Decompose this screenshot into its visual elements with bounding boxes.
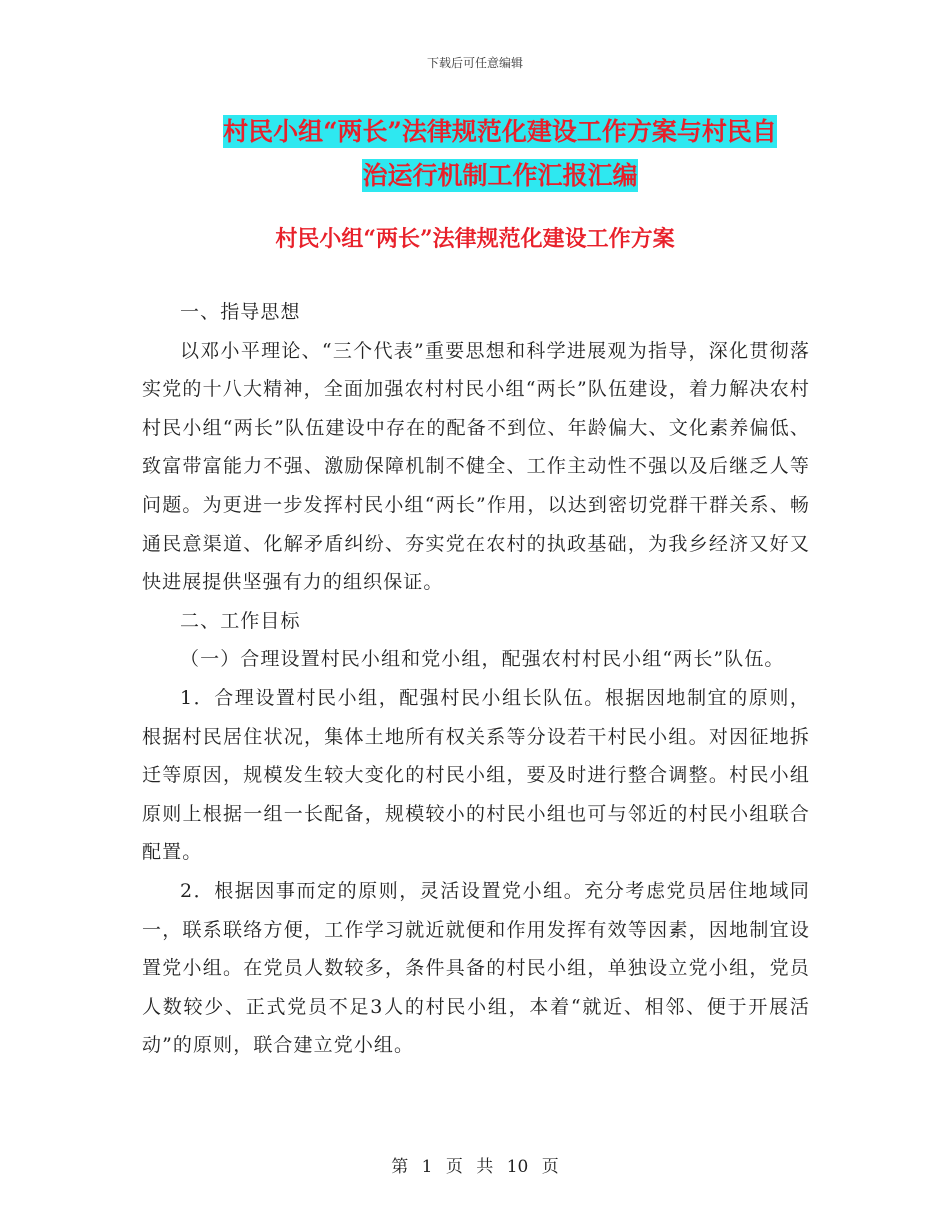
total-pages-number: 10: [506, 1157, 529, 1177]
footer-label-total: 共: [476, 1157, 494, 1177]
paragraph-item-2: 2．根据因事而定的原则，灵活设置党小组。充分考虑党员居住地域同一，联系联络方便，工作学习就近就便和作用发挥有效等因素，因地制宜设置党小组。在党员人数较多，条件具备的村民小组，单独设立党小组，党员人数较少、正式党员不足3人的村民小组，本着“就近、相邻、便于开展活动”的原则，联合建立党小组。: [142, 879, 810, 1057]
page-footer: [0, 1152, 950, 1177]
footer-label-page: 第: [391, 1157, 409, 1177]
heading-work-goals: 二、工作目标: [180, 609, 301, 632]
paragraph-item-1: 1．合理设置村民小组，配强村民小组长队伍。根据因地制宜的原则，根据村民居住状况，集体土地所有权关系等分设若干村民小组。对因征地拆迁等原因，规模发生较大变化的村民小组，要及时进行整合调整。村民小组原则上根据一组一长配备，规模较小的村民小组也可与邻近的村民小组联合配置。: [142, 686, 810, 864]
subheading-goal-1: （一）合理设置村民小组和党小组，配强农村村民小组“两长”队伍。: [180, 648, 785, 671]
section-title: 村民小组“两长”法律规范化建设工作方案: [275, 226, 675, 252]
paragraph-guiding-ideology: 以邓小平理论、“三个代表”重要思想和科学进展观为指导，深化贯彻落实党的十八大精神，全面加强农村村民小组“两长”队伍建设，着力解决农村村民小组“两长”队伍建设中存在的配备不到位、年龄偏大、文化素养偏低、致富带富能力不强、激励保障机制不健全、工作主动性不强以及后继乏人等问题。为更进一步发挥村民小组“两长”作用，以达到密切党群干群关系、畅通民意渠道、化解矛盾纠纷、夯实党在农村的执政基础，为我乡经济又好又快进展提供坚强有力的组织保证。: [142, 339, 810, 594]
title-line-1: 村民小组“两长”法律规范化建设工作方案与村民自: [223, 117, 777, 146]
current-page-number: 1: [421, 1157, 433, 1177]
heading-guiding-ideology: 一、指导思想: [180, 301, 301, 323]
title-line-2: 治运行机制工作汇报汇编: [362, 161, 638, 190]
footer-label-ye-2: 页: [541, 1157, 559, 1177]
footer-label-ye: 页: [445, 1157, 463, 1177]
document-title: [150, 110, 850, 198]
header-note: 下载后可任意编辑: [426, 56, 523, 70]
document-body: [142, 293, 810, 1065]
